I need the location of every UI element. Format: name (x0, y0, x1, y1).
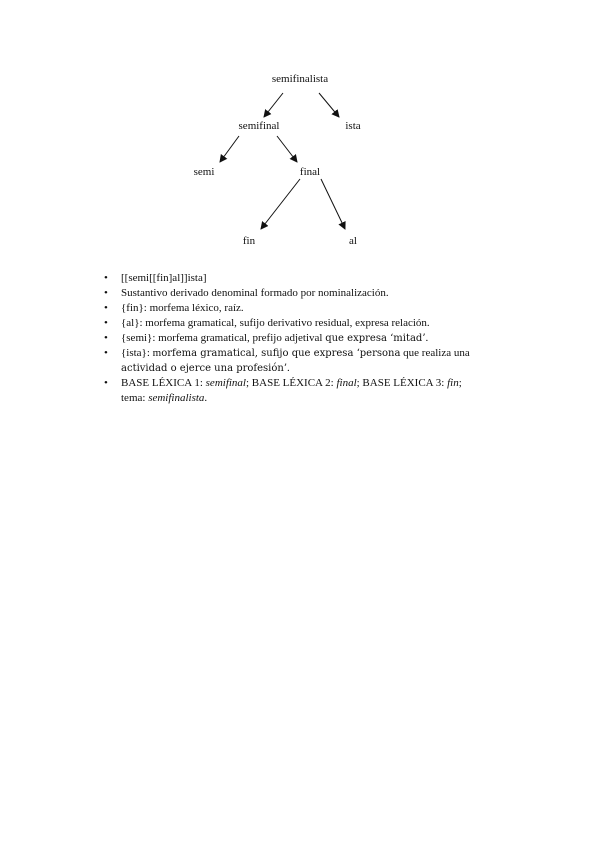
ista-meaning-end: actividad o ejerce una profesión’ (121, 363, 287, 374)
node-final: final (299, 166, 321, 178)
node-al: al (349, 235, 357, 247)
edge-semifinalista-semifinal (264, 93, 283, 117)
semi-meaning: que expresa ‘mitad’ (325, 333, 426, 344)
semi-text: {semi}: morfema gramatical, prefijo adjetival (121, 332, 326, 344)
ista-text: {ista}: m (121, 347, 162, 359)
node-semifinalista: semifinalista (271, 73, 329, 85)
list-item-bases (104, 376, 504, 406)
tema-label: tema: (121, 392, 149, 404)
tema-period: . (204, 392, 208, 404)
edge-semifinalista-ista (319, 93, 339, 117)
fin-text: {fin}: morfema léxico, raíz. (121, 302, 244, 314)
node-semifinal: semifinal (238, 120, 280, 132)
list-item-ista (104, 346, 504, 376)
ista-period: . (287, 362, 290, 374)
base1-label: BASE LÉXICA 1: (121, 377, 206, 389)
base2-value: final (336, 377, 357, 389)
semi-period: . (425, 332, 429, 344)
edge-semifinal-semi (220, 136, 239, 162)
base3-sep: ; (458, 377, 462, 389)
list-item-fin (104, 301, 504, 316)
list-item-bracketing (104, 271, 504, 286)
node-ista: ista (345, 120, 361, 132)
node-semi: semi (193, 166, 215, 178)
base2-label: ; BASE LÉXICA 2: (246, 377, 337, 389)
morphology-tree (0, 0, 599, 260)
base3-value: fin (447, 377, 459, 389)
base3-label: ; BASE LÉXICA 3: (356, 377, 448, 389)
edge-semifinal-final (277, 136, 297, 162)
list-item-semi (104, 331, 504, 346)
base1-value: semifinal (205, 377, 246, 389)
node-fin: fin (242, 235, 256, 247)
edge-final-fin (261, 179, 300, 229)
edge-final-al (321, 179, 345, 229)
ista-meaning: orfema gramatical, sufijo que expresa ‘persona (161, 348, 401, 359)
bracketing-text: [[semi[[fin]al]]ista] (121, 272, 207, 284)
analysis-list (104, 271, 504, 406)
tema-value: semifinalista (148, 392, 205, 404)
description-text: Sustantivo derivado denominal formado por nominalización. (121, 287, 389, 299)
al-text: {al}: morfema gramatical, sufijo derivativo residual, expresa relación. (121, 317, 430, 329)
list-item-al (104, 316, 504, 331)
list-item-description (104, 286, 504, 301)
ista-meaning-cont: que realiza una (400, 347, 470, 359)
